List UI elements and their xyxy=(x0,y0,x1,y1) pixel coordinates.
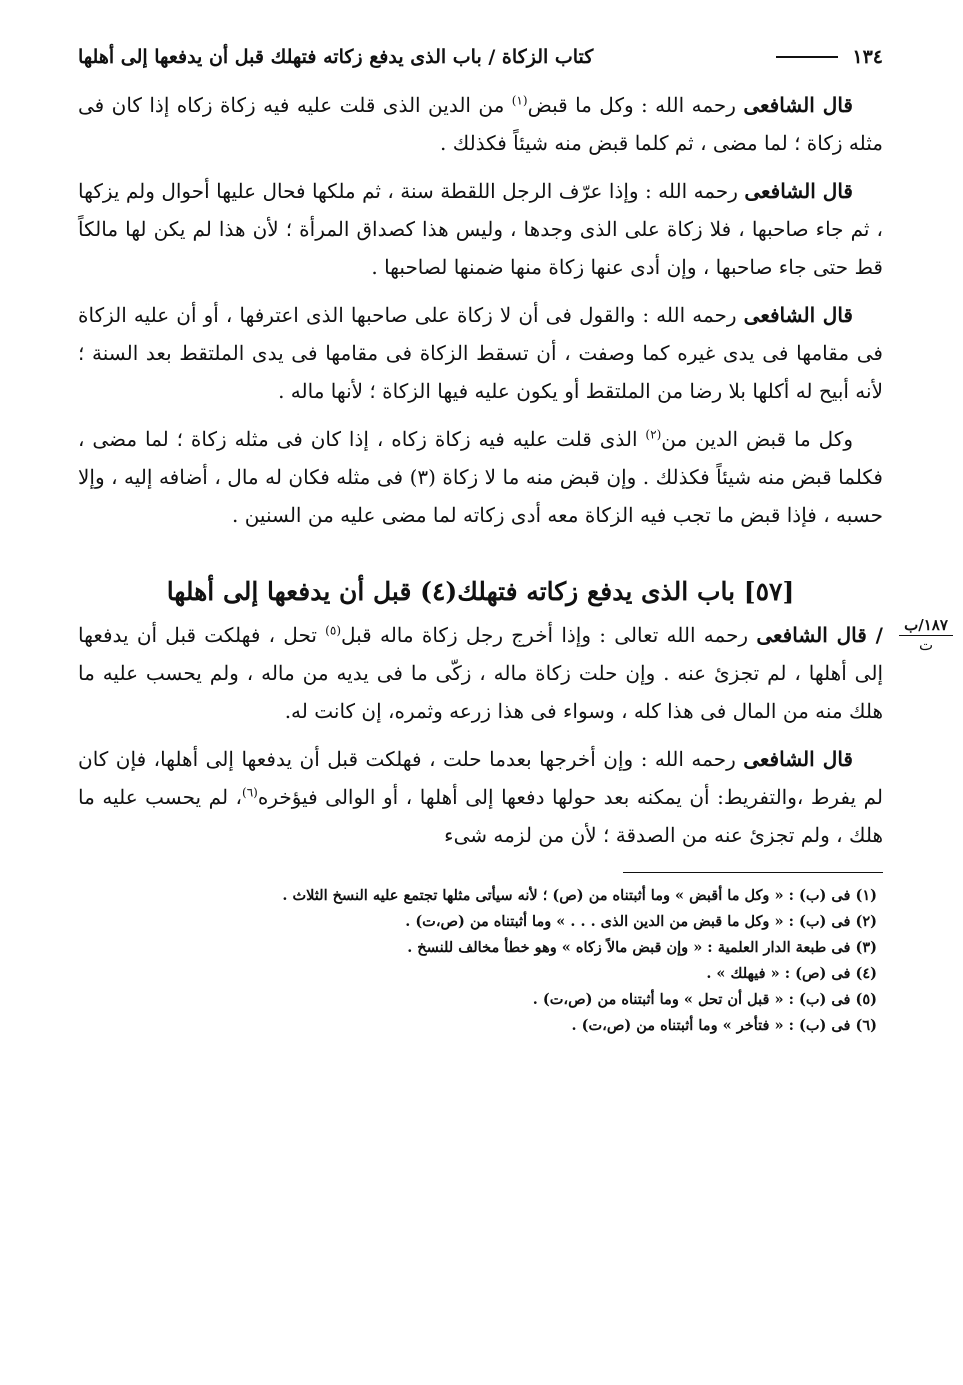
paragraph-text: تحل ، فهلكت قبل أن يدفعها إلى أهلها ، لم تجزئ عنه . وإن حلت زكاة ماله ، زكّى ما فى يديه من ماله ، ولم يحسب عليه ما هلك منه من المال فى هذا كله ، وسواء فى هذا زرعه وثمره، إن كانت له. xyxy=(78,623,883,723)
main-text xyxy=(78,86,948,854)
paragraph-text: رحمه الله : وإذا عرّف الرجل اللقطة سنة ، ثم ملكها فحال عليها أحوال ولم يزكها ، ثم جاء صاحبها ، فلا زكاة على الذى وجدها ، وليس هذا كصداق المرأة ؛ لأن هذا لم يكن لها مالكاً قط حتى جاء صاحبها ، وإن أدى عنها زكاة منها ضمنها لصاحبها . xyxy=(78,179,883,279)
paragraph xyxy=(78,420,883,534)
paragraph-text: ، لم يحسب عليه ما هلك ، ولم تجزئ عنه من الصدقة ؛ لأن من لزمه شىء xyxy=(78,785,883,847)
footnote-divider xyxy=(623,872,883,873)
margin-reference xyxy=(899,616,953,654)
manuscript-siglum: ت xyxy=(918,636,934,654)
paragraph-lead: قال الشافعى xyxy=(743,93,853,117)
paragraph-text: رحمه الله تعالى : وإذا أخرج رجل زكاة ماله قبل xyxy=(341,623,757,647)
manuscript-folio: ١٨٧/ب xyxy=(899,616,953,636)
footnotes xyxy=(78,883,883,1039)
running-header xyxy=(78,40,883,74)
running-title: كتاب الزكاة / باب الذى يدفع زكاته فتهلك قبل أن يدفعها إلى أهلها xyxy=(78,46,594,68)
paragraph-lead: قال الشافعى xyxy=(744,179,853,203)
paragraph-text: رحمه الله : وكل ما قبض xyxy=(527,93,744,117)
paragraph xyxy=(78,172,883,286)
page-number-group xyxy=(770,46,883,68)
paragraph xyxy=(78,740,883,854)
paragraph-lead: قال الشافعى xyxy=(743,303,853,327)
footnote: (١) فى (ب) : « وكل ما أقبض » وما أثبتناه من (ص) ؛ لأنه سيأتى مثلها تجتمع عليه النسخ الثلاث . xyxy=(282,887,877,904)
page-number: ١٣٤ xyxy=(852,46,883,68)
footnote: (٣) فى طبعة الدار العلمية : « وإن قبض مالاً زكاه » وهو خطأ مخالف للنسخ . xyxy=(407,939,877,956)
paragraph-text: رحمه الله : والقول فى أن لا زكاة على صاحبها الذى اعترفها ، أو أن عليه الزكاة فى مقامها فى يدى غيره كما وصفت ، أن تسقط الزكاة فى مقامها فى يدى الملتقط بعد السنة ؛ لأنه أبيح له أكلها بلا رضا من الملتقط أو يكون عليه فيها الزكاة ؛ لأنها ماله . xyxy=(78,303,883,403)
footnote: (٢) فى (ب) : « وكل ما قبض من الدين الذى . . . » وما أثبتناه من (ص،ت) . xyxy=(405,913,877,930)
paragraph-text: الذى قلت عليه فيه زكاة زكاه ، إذا كان فى مثله زكاة ؛ لما مضى ، فكلما قبض منه شيئاً فكذلك . وإن قبض منه ما لا زكاة (٣) فى مثله فكان له مال ، أضافه إليه ، وإلا حسبه ، فإذا قبض ما تجب فيه الزكاة معه أدى زكاته لما مضى عليه من السنين . xyxy=(78,427,883,527)
footnote-marker: (١) xyxy=(511,93,528,108)
paragraph-text: وكل ما قبض الدين من xyxy=(661,427,853,451)
footnote: (٦) فى (ب) : « فتأخر » وما أثبتناه من (ص،ت) . xyxy=(571,1017,877,1034)
header-rule xyxy=(776,56,838,58)
footnote-marker: (٥) xyxy=(325,623,341,638)
paragraph xyxy=(78,296,883,410)
chapter-heading: [٥٧] باب الذى يدفع زكاته فتهلك(٤) قبل أن يدفعها إلى أهلها xyxy=(166,577,795,606)
footnote: (٥) فى (ب) : « قبل أن تحل » وما أثبتناه من (ص،ت) . xyxy=(532,991,877,1008)
footnote-marker: (٦) xyxy=(242,785,258,800)
footnote-marker: (٢) xyxy=(645,427,662,442)
paragraph xyxy=(78,616,883,730)
book-page xyxy=(78,40,948,1039)
paragraph-text: من الدين الذى قلت عليه فيه زكاة زكاه إذا كان فى مثله زكاة ؛ لما مضى ، ثم كلما قبض منه شيئاً فكذلك . xyxy=(78,93,883,155)
paragraph-text: رحمه الله : وإن أخرجها بعدما حلت ، فهلكت قبل أن يدفعها إلى أهلها، فإن كان لم يفرط ،والتفريط: أن يمكنه بعد حولها دفعها إلى أهلها ، أو الوالى فيؤخره xyxy=(78,747,883,809)
paragraph xyxy=(78,86,883,162)
paragraph-lead: / قال الشافعى xyxy=(756,623,883,647)
chapter-body xyxy=(78,616,948,854)
paragraph-lead: قال الشافعى xyxy=(743,747,853,771)
footnote: (٤) فى (ص) : « فيهلك » . xyxy=(706,965,877,982)
